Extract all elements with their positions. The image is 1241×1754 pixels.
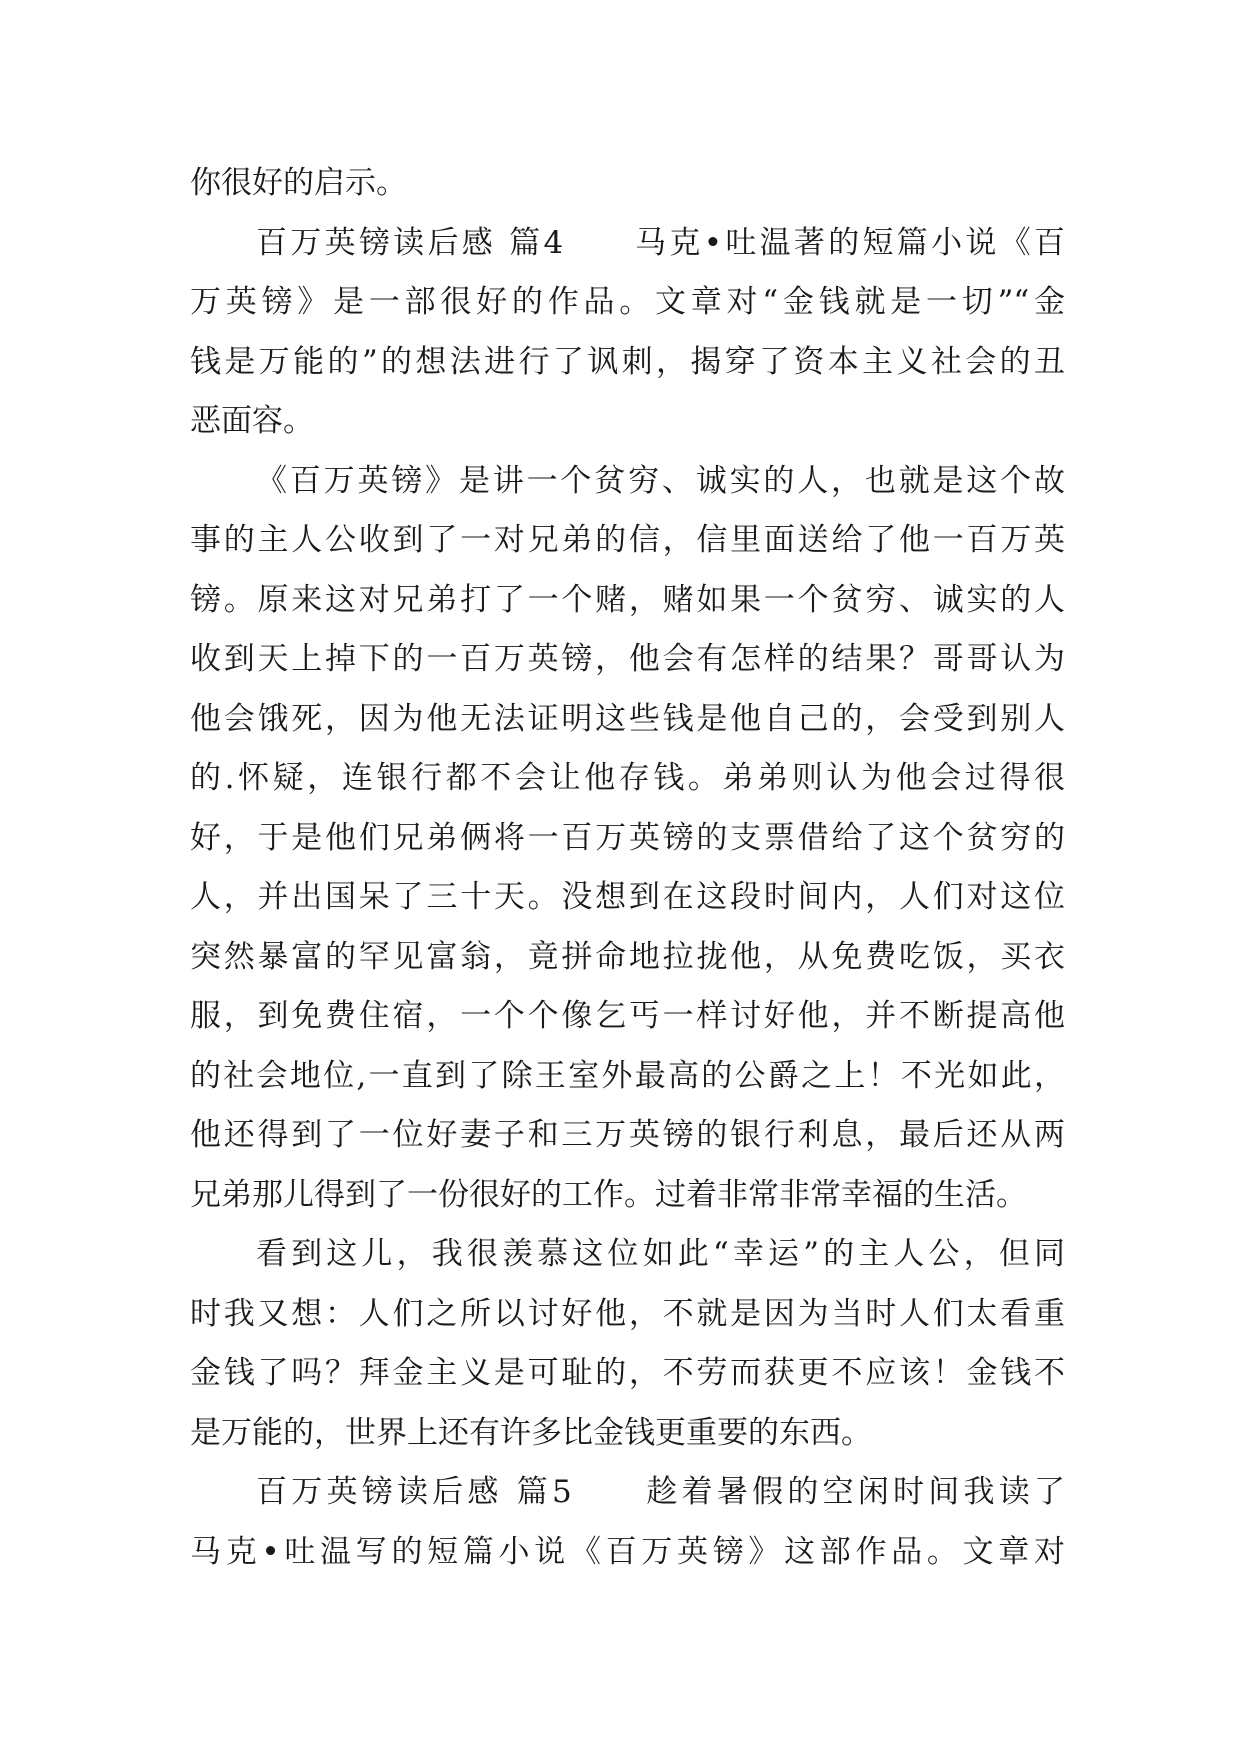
text-line: 兄弟那儿得到了一份很好的工作。过着非常非常幸福的生活。 — [190, 1176, 1027, 1213]
text-line: 好，于是他们兄弟俩将一百万英镑的支票借给了这个贫穷的 — [190, 819, 1065, 856]
text-line: 他还得到了一位好妻子和三万英镑的银行利息，最后还从两 — [190, 1117, 1065, 1153]
text-line: 收到天上掉下的一百万英镑，他会有怎样的结果？哥哥认为 — [190, 641, 1065, 677]
text-line: 的.怀疑，连银行都不会让他存钱。弟弟则认为他会过得很 — [190, 760, 1065, 796]
text-line: 钱是万能的”的想法进行了讽刺，揭穿了资本主义社会的丑 — [190, 343, 1065, 380]
essay-heading-line: 百万英镑读后感 篇5 趁着暑假的空闲时间我读了 — [256, 1474, 1065, 1510]
text-line: 金钱了吗？拜金主义是可耻的，不劳而获更不应该！金钱不 — [190, 1355, 1065, 1391]
text-line: 的社会地位,一直到了除王室外最高的公爵之上！不光如此， — [190, 1057, 1065, 1094]
text-line: 人，并出国呆了三十天。没想到在这段时间内，人们对这位 — [190, 879, 1065, 915]
text-line: 时我又想：人们之所以讨好他，不就是因为当时人们太看重 — [190, 1295, 1065, 1332]
text-line: 万英镑》是一部很好的作品。文章对“金钱就是一切”“金 — [190, 284, 1065, 320]
text-line: 事的主人公收到了一对兄弟的信，信里面送给了他一百万英 — [190, 522, 1065, 558]
essay-heading-line: 百万英镑读后感 篇4 马克•吐温著的短篇小说《百 — [256, 224, 1065, 261]
text-line: 是万能的，世界上还有许多比金钱更重要的东西。 — [190, 1414, 872, 1451]
text-line: 突然暴富的罕见富翁，竟拼命地拉拢他，从免费吃饭，买衣 — [190, 938, 1065, 975]
text-line: 你很好的启示。 — [190, 165, 407, 201]
text-line: 镑。原来这对兄弟打了一个赌，赌如果一个贫穷、诚实的人 — [190, 581, 1065, 618]
text-line: 马克•吐温写的短篇小说《百万英镑》这部作品。文章对 — [190, 1533, 1065, 1570]
paragraph-first-line: 看到这儿，我很羡慕这位如此“幸运”的主人公，但同 — [256, 1236, 1065, 1272]
text-line: 恶面容。 — [190, 403, 314, 439]
text-line: 服，到免费住宿，一个个像乞丐一样讨好他，并不断提高他 — [190, 998, 1065, 1034]
text-line: 他会饿死，因为他无法证明这些钱是他自己的，会受到别人 — [190, 700, 1065, 737]
document-body — [190, 154, 1065, 1582]
paragraph-first-line: 《百万英镑》是讲一个贫穷、诚实的人，也就是这个故 — [256, 462, 1065, 499]
